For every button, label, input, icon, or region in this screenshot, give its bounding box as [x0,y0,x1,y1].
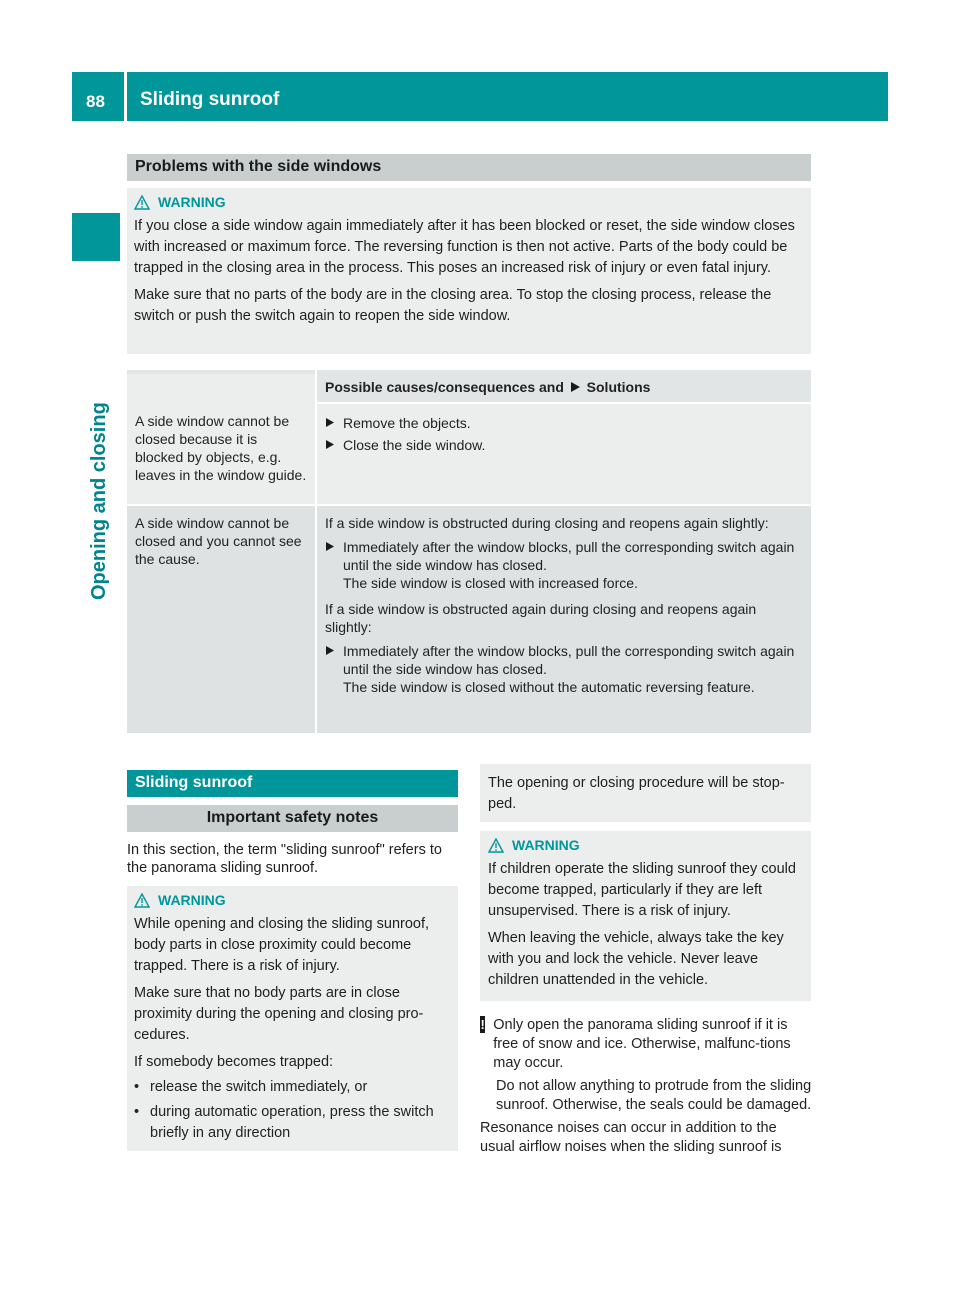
procedure-stop-box [480,764,811,822]
arrow-right-icon [325,645,335,656]
header-divider [124,72,127,121]
step-text: Remove the objects. [343,415,471,431]
warning-text: When leaving the vehicle, always take the key with you and lock the vehicle. Never leave children unattended in the vehicle. [488,930,784,988]
table-row [127,506,811,733]
page-title: Sliding sunroof [140,89,280,110]
warning-label: WARNING [158,892,226,908]
warning-header [488,837,803,853]
warning-triangle-icon [134,893,150,908]
exclamation-icon: ! [480,1017,485,1032]
warning-triangle-icon [488,838,504,853]
warning-text: Make sure that no body parts are in close proximity during the opening and closing pro-cedures. [134,985,424,1043]
solution-cell [317,506,811,733]
column-header-text: Solutions [586,379,651,395]
problem-cell [127,374,315,504]
warning-box-sunroof [127,886,458,1151]
problem-text: A side window cannot be closed and you cannot see the cause. [135,515,302,567]
page-number: 88 [86,92,105,111]
step-result: The side window is closed without the automatic reversing feature. [343,679,755,695]
warning-label: WARNING [512,837,580,853]
warning-text: While opening and closing the sliding sunroof, body parts in close proximity could become trapped. There is a risk of injury. [134,916,430,974]
section-heading-side-windows: Problems with the side windows [127,154,811,181]
chapter-marker [72,213,120,261]
warning-label: WARNING [158,194,226,210]
procedure-stop-text: The opening or closing procedure will be stop-ped. [488,775,785,812]
notice-block [480,1016,813,1157]
warning-box-side-windows [127,188,811,354]
resonance-text: Resonance noises can occur in addition to the usual airflow noises when the sliding sunroof is [480,1120,782,1155]
problems-table [127,370,811,733]
solution-cell [317,404,811,504]
warning-text: If you close a side window again immediately after it has been blocked or reset, the side window closes with increased or maximum force. The reversing function is then not active. Parts of the body could be trapped in the closing area in the process. This poses an increased risk of injury or even fatal injury. [134,218,795,276]
step-text: Immediately after the window blocks, pull the corresponding switch again until the side window has closed. [343,539,795,573]
warning-text: Make sure that no parts of the body are in the closing area. To stop the closing process, release the switch or push the switch again to reopen the side window. [134,287,772,324]
step-item [325,642,803,696]
step-result: The side window is closed with increased force. [343,575,638,591]
bullet-icon: • [134,1079,140,1095]
table-row [127,404,811,504]
intro-text: In this section, the term "sliding sunroof" refers to the panorama sliding sunroof. [127,842,442,876]
step-item [325,414,803,432]
list-item-text: release the switch immediately, or [150,1079,368,1095]
subheading-text: Important safety notes [206,809,379,826]
warning-text: If somebody becomes trapped: [134,1054,334,1070]
solution-intro: If a side window is obstructed during closing and reopens again slightly: [325,515,769,531]
step-item [325,436,803,454]
notice-text: Do not allow anything to protrude from the sliding sunroof. Otherwise, the seals could be damaged. [496,1078,812,1113]
notice-text: Only open the panorama sliding sunroof if it is free of snow and ice. Otherwise, malfunc-tions may occur. [493,1017,791,1071]
bullet-icon: • [134,1104,140,1120]
arrow-right-icon [570,381,581,393]
arrow-right-icon [325,541,335,552]
arrow-right-icon [325,417,335,428]
solution-intro: If a side window is obstructed again during closing and reopens again slightly: [325,601,757,635]
problem-text: A side window cannot be closed because it is blocked by objects, e.g. leaves in the window guide. [135,413,307,483]
chapter-title: Opening and closing [88,402,110,600]
warning-header [134,892,450,908]
list-item [134,1077,450,1098]
warning-header [134,194,803,210]
notice-item [480,1016,813,1073]
warning-text: If children operate the sliding sunroof they could become trapped, particularly if they are left unsupervised. There is a risk of injury. [488,861,796,919]
section-heading-sliding-sunroof: Sliding sunroof [127,770,458,797]
step-text: Close the side window. [343,437,486,453]
list-item [134,1102,450,1144]
warning-box-children [480,831,811,1001]
subsection-heading-safety-notes [127,805,458,832]
problem-cell [127,506,315,733]
column-header-text: Possible causes/consequences and [325,379,564,395]
column-header-solutions [317,370,811,402]
list-item-text: during automatic operation, press the switch briefly in any direction [150,1104,434,1141]
step-item [325,538,803,592]
step-text: Immediately after the window blocks, pull the corresponding switch again until the side window has closed. [343,643,795,677]
arrow-right-icon [325,439,335,450]
warning-triangle-icon [134,195,150,210]
